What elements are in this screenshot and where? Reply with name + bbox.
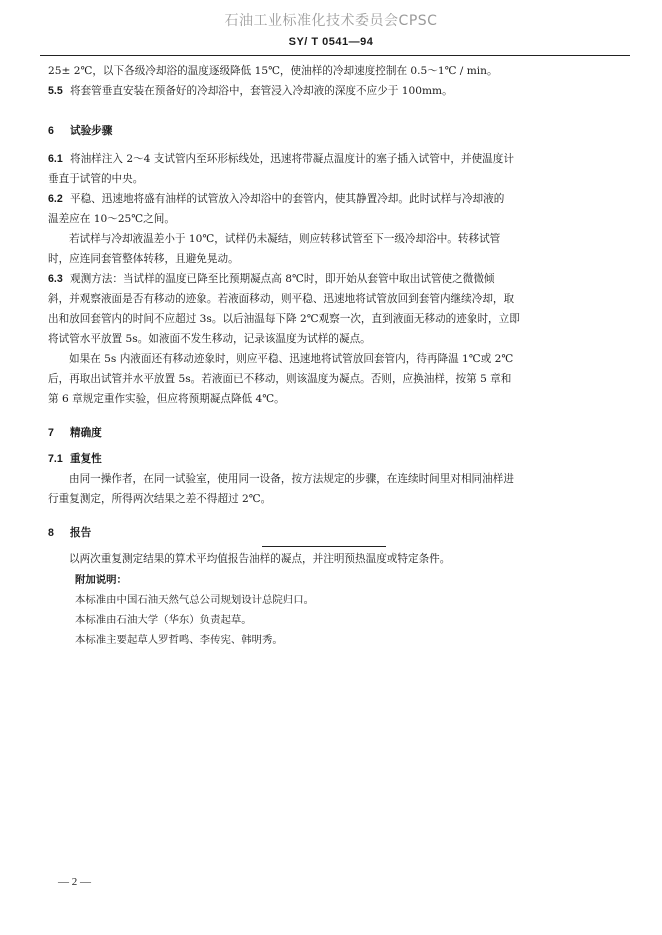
section-number: 6 — [48, 125, 54, 137]
clause-number: 7.1 — [48, 453, 63, 465]
clause-number: 6.2 — [48, 193, 63, 205]
note-line: 本标准由中国石油天然气总公司规划设计总院归口。 — [75, 594, 314, 606]
clause-text: 将套管垂直安装在预备好的冷却浴中，套管浸入冷却液的深度不应少于 100mm。 — [70, 85, 453, 97]
page-number: — 2 — — [58, 876, 91, 888]
section-title: 试验步骤 — [70, 125, 113, 137]
main-body — [48, 61, 608, 569]
note-line: 本标准由石油大学（华东）负责起草。 — [75, 614, 252, 626]
header-rule — [40, 55, 630, 56]
section-number: 7 — [48, 427, 54, 439]
clause-text: 平稳、迅速地将盛有油样的试管放入冷却浴中的套管内，使其静置冷却。此时试样与冷却液的 — [70, 193, 505, 205]
clause-text: 将油样注入 2～4 支试管内至环形标线处，迅速将带凝点温度计的塞子插入试管中，并使温度计 — [70, 153, 514, 165]
text-line: 将试管水平放置 5s。如液面不发生移动，记录该温度为试样的凝点。 — [48, 333, 371, 345]
clause-number: 6.1 — [48, 153, 63, 165]
section-6-heading — [48, 121, 608, 141]
text-line: 以两次重复测定结果的算术平均值报告油样的凝点，并注明预热温度或特定条件。 — [69, 553, 451, 565]
clause-5-5 — [48, 81, 608, 101]
text-line: 如果在 5s 内液面还有移动迹象时，则应平稳、迅速地将试管放回套管内，待再降温 1℃或 2℃ — [69, 353, 514, 365]
section-7-heading — [48, 423, 608, 443]
clause-6-3 — [48, 269, 608, 289]
text-line: 25± 2℃，以下各级冷却浴的温度逐级降低 15℃，使油样的冷却速度控制在 0.5～1℃ / min。 — [48, 65, 498, 77]
section-title: 精确度 — [70, 427, 102, 439]
text-line: 垂直于试管的中央。 — [48, 173, 144, 185]
clause-6-2 — [48, 189, 608, 209]
clause-number: 6.3 — [48, 273, 63, 285]
text-line: 后，再取出试管并水平放置 5s。若液面已不移动，则该温度为凝点。否则，应换油样，按第 5 章和 — [48, 373, 512, 385]
text-line: 由同一操作者，在同一试验室，使用同一设备，按方法规定的步骤，在连续时间里对相同油样进 — [69, 473, 514, 485]
text-line: 出和放回套管内的时间不应超过 3s。以后油温每下降 2℃观察一次，直到液面无移动的迹象时，立即 — [48, 313, 520, 325]
text-line: 行重复测定，所得两次结果之差不得超过 2℃。 — [48, 493, 272, 505]
header-organization: 石油工业标准化技术委员会CPSC — [224, 13, 438, 29]
standard-code: SY/ T 0541—94 — [288, 36, 374, 48]
section-number: 8 — [48, 527, 54, 539]
text-line: 温差应在 10～25℃之间。 — [48, 213, 175, 225]
notes-title: 附加说明： — [75, 574, 127, 586]
text-line: 时，应连同套管整体转移，且避免晃动。 — [48, 253, 239, 265]
additional-notes — [75, 570, 314, 650]
note-line: 本标准主要起草人罗哲鸣、李传宪、韩明秀。 — [75, 634, 283, 646]
text-line: 第 6 章规定重作实验，但应将预期凝点降低 4℃。 — [48, 393, 285, 405]
clause-number: 5.5 — [48, 85, 63, 97]
text-line: 若试样与冷却液温差小于 10℃，试样仍未凝结，则应转移试管至下一级冷却浴中。转移试管 — [69, 233, 501, 245]
text-line: 斜，并观察液面是否有移动的迹象。若液面移动，则平稳、迅速地将试管放回到套管内继续冷却，取 — [48, 293, 515, 305]
end-rule — [262, 546, 386, 547]
section-8-heading — [48, 523, 608, 543]
clause-6-1 — [48, 149, 608, 169]
clause-title: 重复性 — [70, 453, 102, 465]
clause-7-1-heading — [48, 449, 608, 469]
clause-text: 观测方法：当试样的温度已降至比预期凝点高 8℃时，即开始从套管中取出试管使之微微倾 — [70, 273, 495, 285]
section-title: 报告 — [70, 527, 92, 539]
